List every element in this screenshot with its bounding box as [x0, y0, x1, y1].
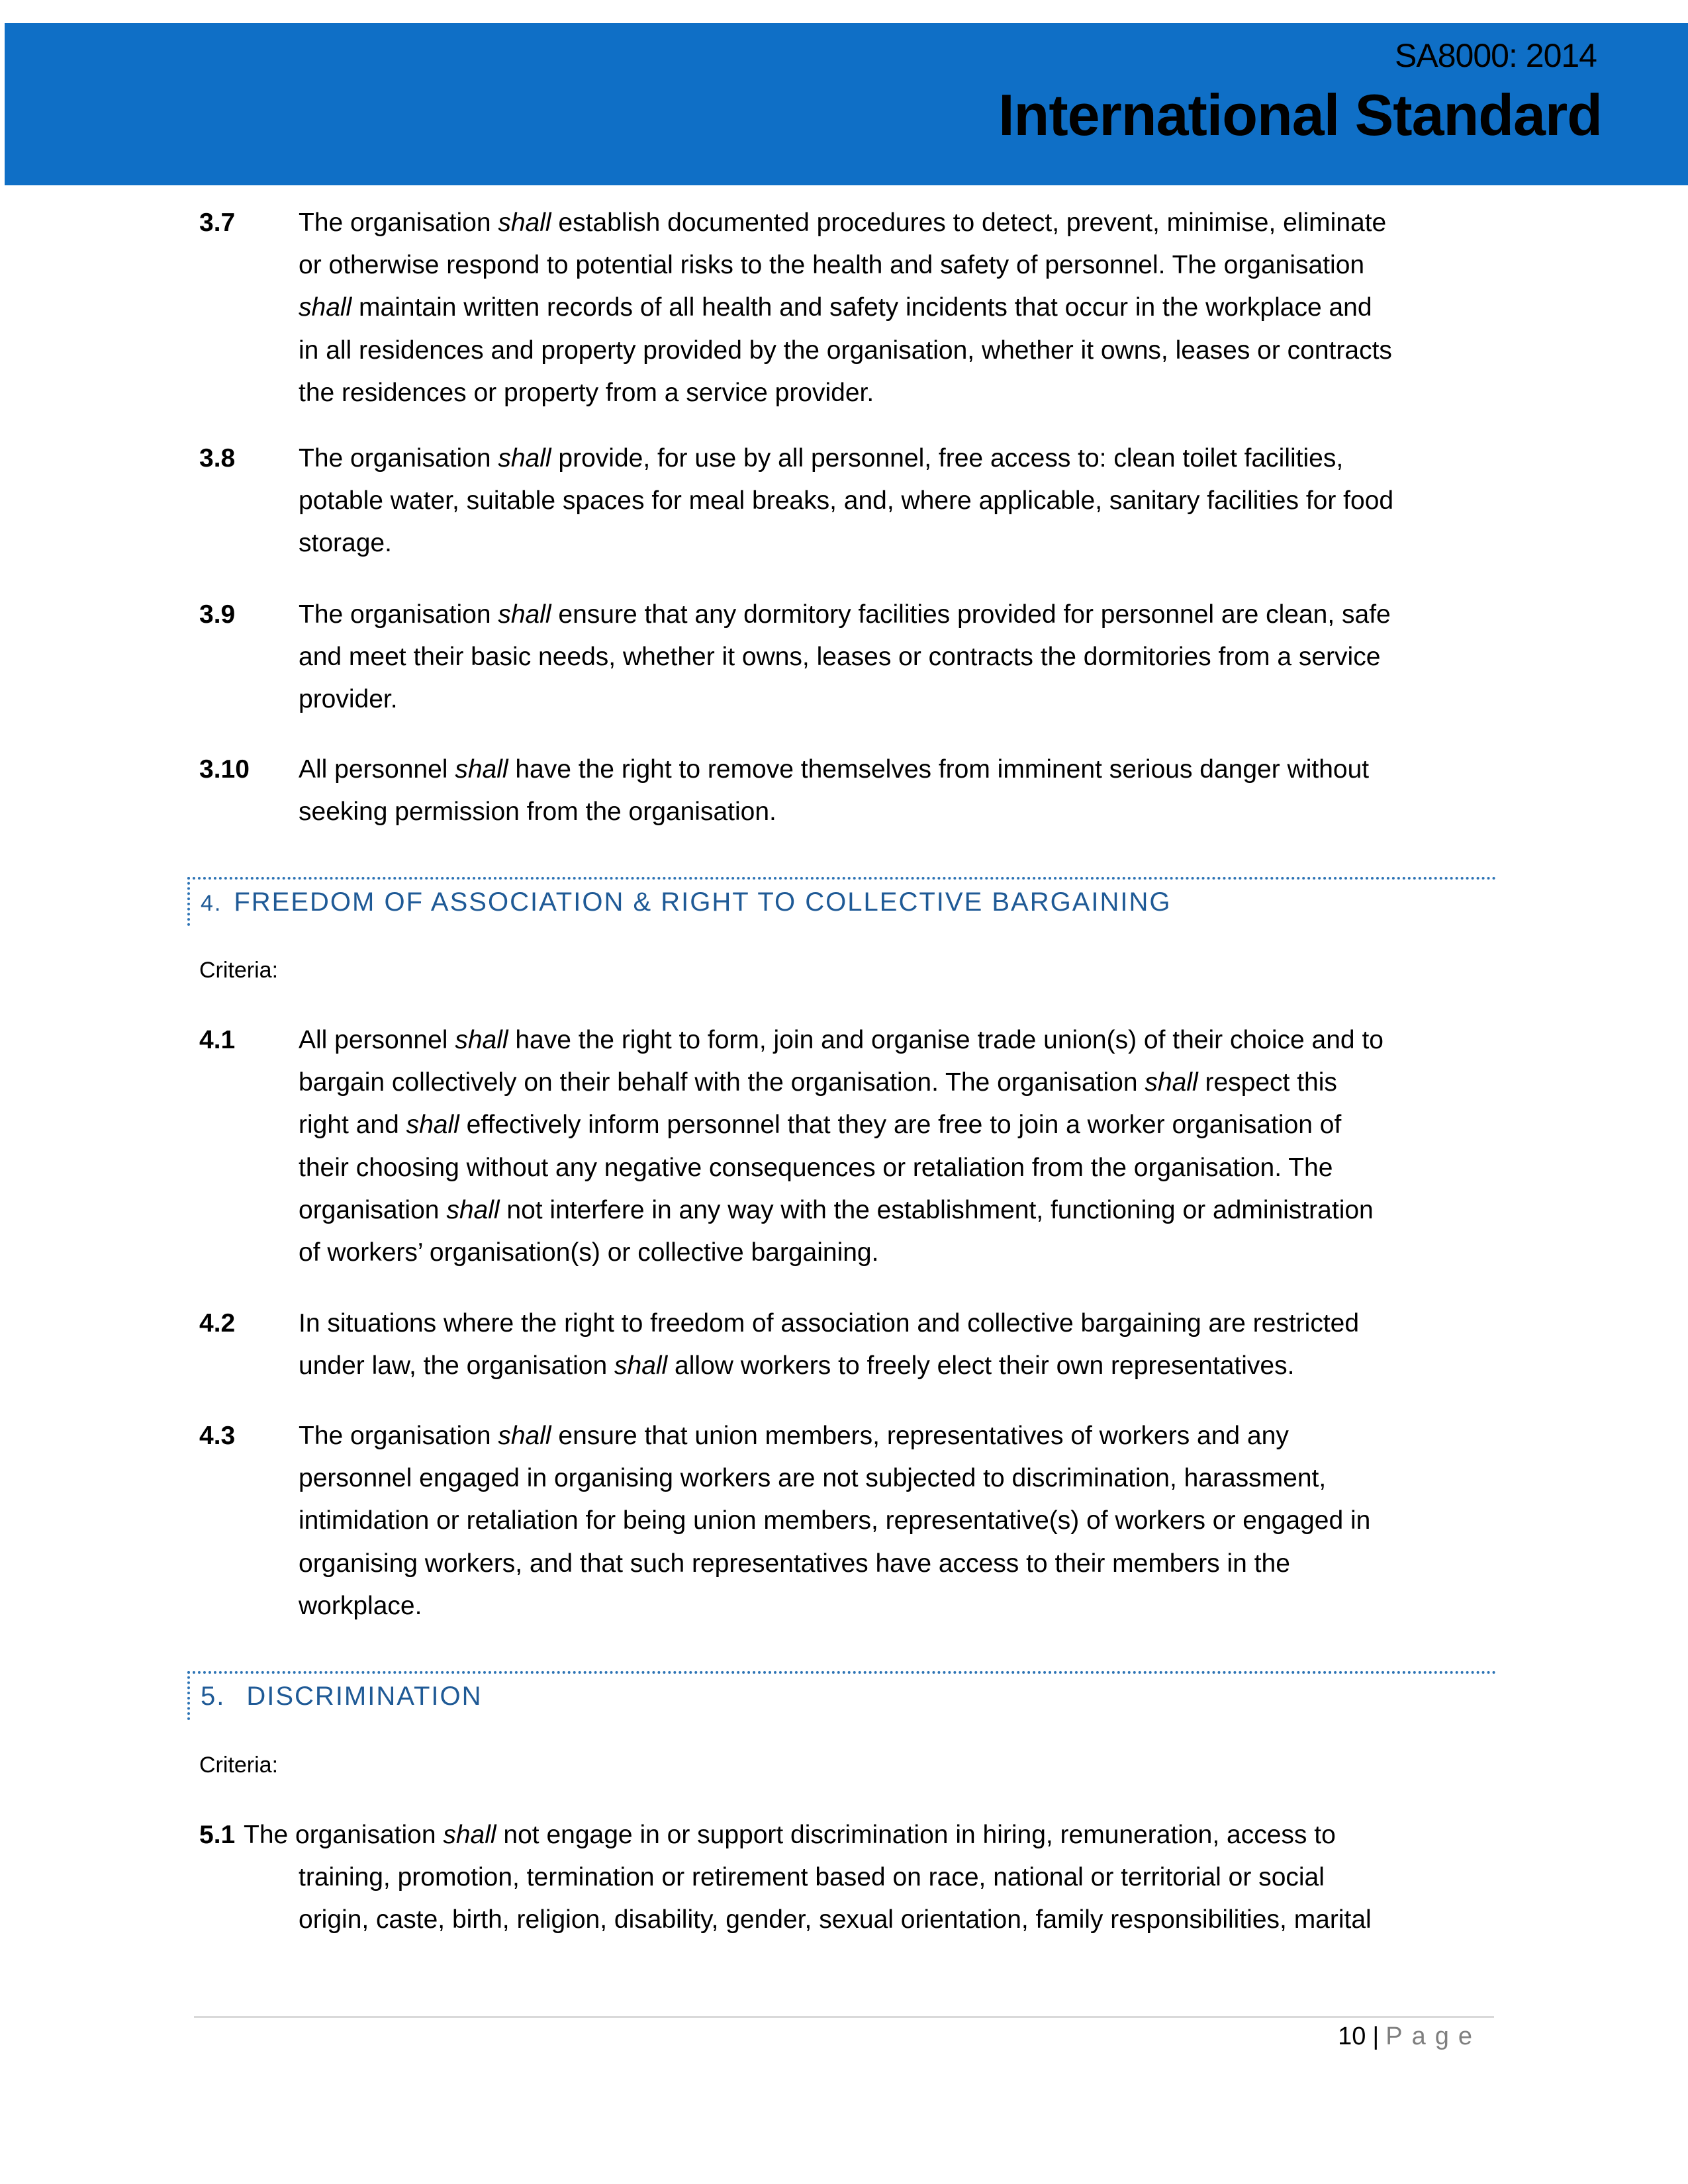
clause-number: 4.3 — [199, 1422, 236, 1450]
text-line: intimidation or retaliation for being union members, representative(s) of workers or engaged in — [299, 1506, 1371, 1535]
text-line: workplace. — [299, 1591, 422, 1620]
section-title-text: DISCRIMINATION — [246, 1682, 483, 1711]
page-label: Page — [1385, 2023, 1481, 2050]
section-title-text: FREEDOM OF ASSOCIATION & RIGHT TO COLLECTIVE BARGAINING — [234, 887, 1172, 917]
text-line: All personnel shall have the right to remove themselves from imminent serious danger without — [299, 755, 1370, 784]
text-line: under law, the organisation shall allow workers to freely elect their own representatives. — [299, 1351, 1295, 1381]
text-line: provider. — [299, 685, 398, 714]
footer-separator: | — [1372, 2023, 1380, 2050]
text-line: in all residences and property provided by the organisation, whether it owns, leases or contracts — [299, 336, 1392, 365]
clause-number: 4.2 — [199, 1309, 236, 1338]
clause-text — [299, 1302, 1503, 1387]
text-line: All personnel shall have the right to form, join and organise trade union(s) of their choice and to — [299, 1026, 1383, 1054]
text-line: and meet their basic needs, whether it owns, leases or contracts the dormitories from a service — [299, 643, 1381, 672]
section-heading-5 — [187, 1671, 1497, 1720]
clause-text — [299, 594, 1503, 721]
text-line: The organisation shall establish documented procedures to detect, prevent, minimise, eliminate — [299, 208, 1387, 237]
section-heading-4 — [187, 877, 1497, 926]
text-line: their choosing without any negative consequences or retaliation from the organisation. The — [299, 1153, 1333, 1182]
clause-text — [299, 749, 1503, 833]
text-line: or otherwise respond to potential risks to the health and safety of personnel. The organisation — [299, 251, 1365, 280]
text-line: bargain collectively on their behalf with the organisation. The organisation shall respect this — [299, 1068, 1337, 1097]
text-line: origin, caste, birth, religion, disability, gender, sexual orientation, family responsibilities, marital — [299, 1905, 1372, 1934]
text-line: training, promotion, termination or retirement based on race, national or territorial or social — [299, 1863, 1325, 1892]
text-line: organisation shall not interfere in any way with the establishment, functioning or administration — [299, 1195, 1374, 1224]
clause-number: 3.9 — [199, 600, 236, 629]
header-banner — [5, 23, 1688, 185]
text-line: The organisation shall not engage in or support discrimination in hiring, remuneration, access to — [244, 1821, 1336, 1849]
section-title — [201, 1682, 483, 1711]
text-line: the residences or property from a service provider. — [299, 378, 874, 407]
section-number: 4. — [201, 891, 222, 916]
text-line: right and shall effectively inform personnel that they are free to join a worker organisation of — [299, 1111, 1342, 1140]
clause-number: 5.1 — [199, 1821, 236, 1849]
text-line: The organisation shall ensure that any dormitory facilities provided for personnel are clean, safe — [299, 600, 1391, 629]
text-line: personnel engaged in organising workers are not subjected to discrimination, harassment, — [299, 1464, 1327, 1493]
clause-text — [299, 1415, 1503, 1627]
criteria-label: Criteria: — [199, 958, 279, 983]
document-id: SA8000: 2014 — [1395, 37, 1597, 74]
text-line: storage. — [299, 529, 392, 558]
page-number: 10 — [1338, 2023, 1366, 2050]
page-footer — [1338, 2023, 1481, 2051]
document-title: International Standard — [998, 82, 1602, 148]
clause-text — [244, 1814, 1503, 1942]
text-line: shall maintain written records of all health and safety incidents that occur in the workplace and — [299, 293, 1372, 322]
section-number: 5. — [201, 1682, 226, 1711]
text-line: potable water, suitable spaces for meal breaks, and, where applicable, sanitary facilities for food — [299, 486, 1394, 516]
text-line: In situations where the right to freedom of association and collective bargaining are restricted — [299, 1309, 1360, 1338]
text-line: of workers’ organisation(s) or collective bargaining. — [299, 1238, 879, 1267]
text-line: seeking permission from the organisation. — [299, 797, 776, 827]
clause-text — [299, 437, 1503, 565]
clause-number: 3.10 — [199, 755, 250, 784]
section-title — [201, 887, 1172, 917]
clause-number: 4.1 — [199, 1026, 236, 1054]
clause-number: 3.8 — [199, 444, 236, 473]
criteria-label: Criteria: — [199, 1752, 279, 1778]
text-line: The organisation shall provide, for use by all personnel, free access to: clean toilet facilities, — [299, 444, 1344, 473]
text-line: The organisation shall ensure that union members, representatives of workers and any — [299, 1422, 1289, 1450]
footer-divider — [194, 2016, 1494, 2018]
clause-text — [299, 202, 1503, 414]
clause-number: 3.7 — [199, 208, 236, 237]
text-line: organising workers, and that such representatives have access to their members in the — [299, 1549, 1290, 1578]
clause-text — [299, 1019, 1503, 1274]
